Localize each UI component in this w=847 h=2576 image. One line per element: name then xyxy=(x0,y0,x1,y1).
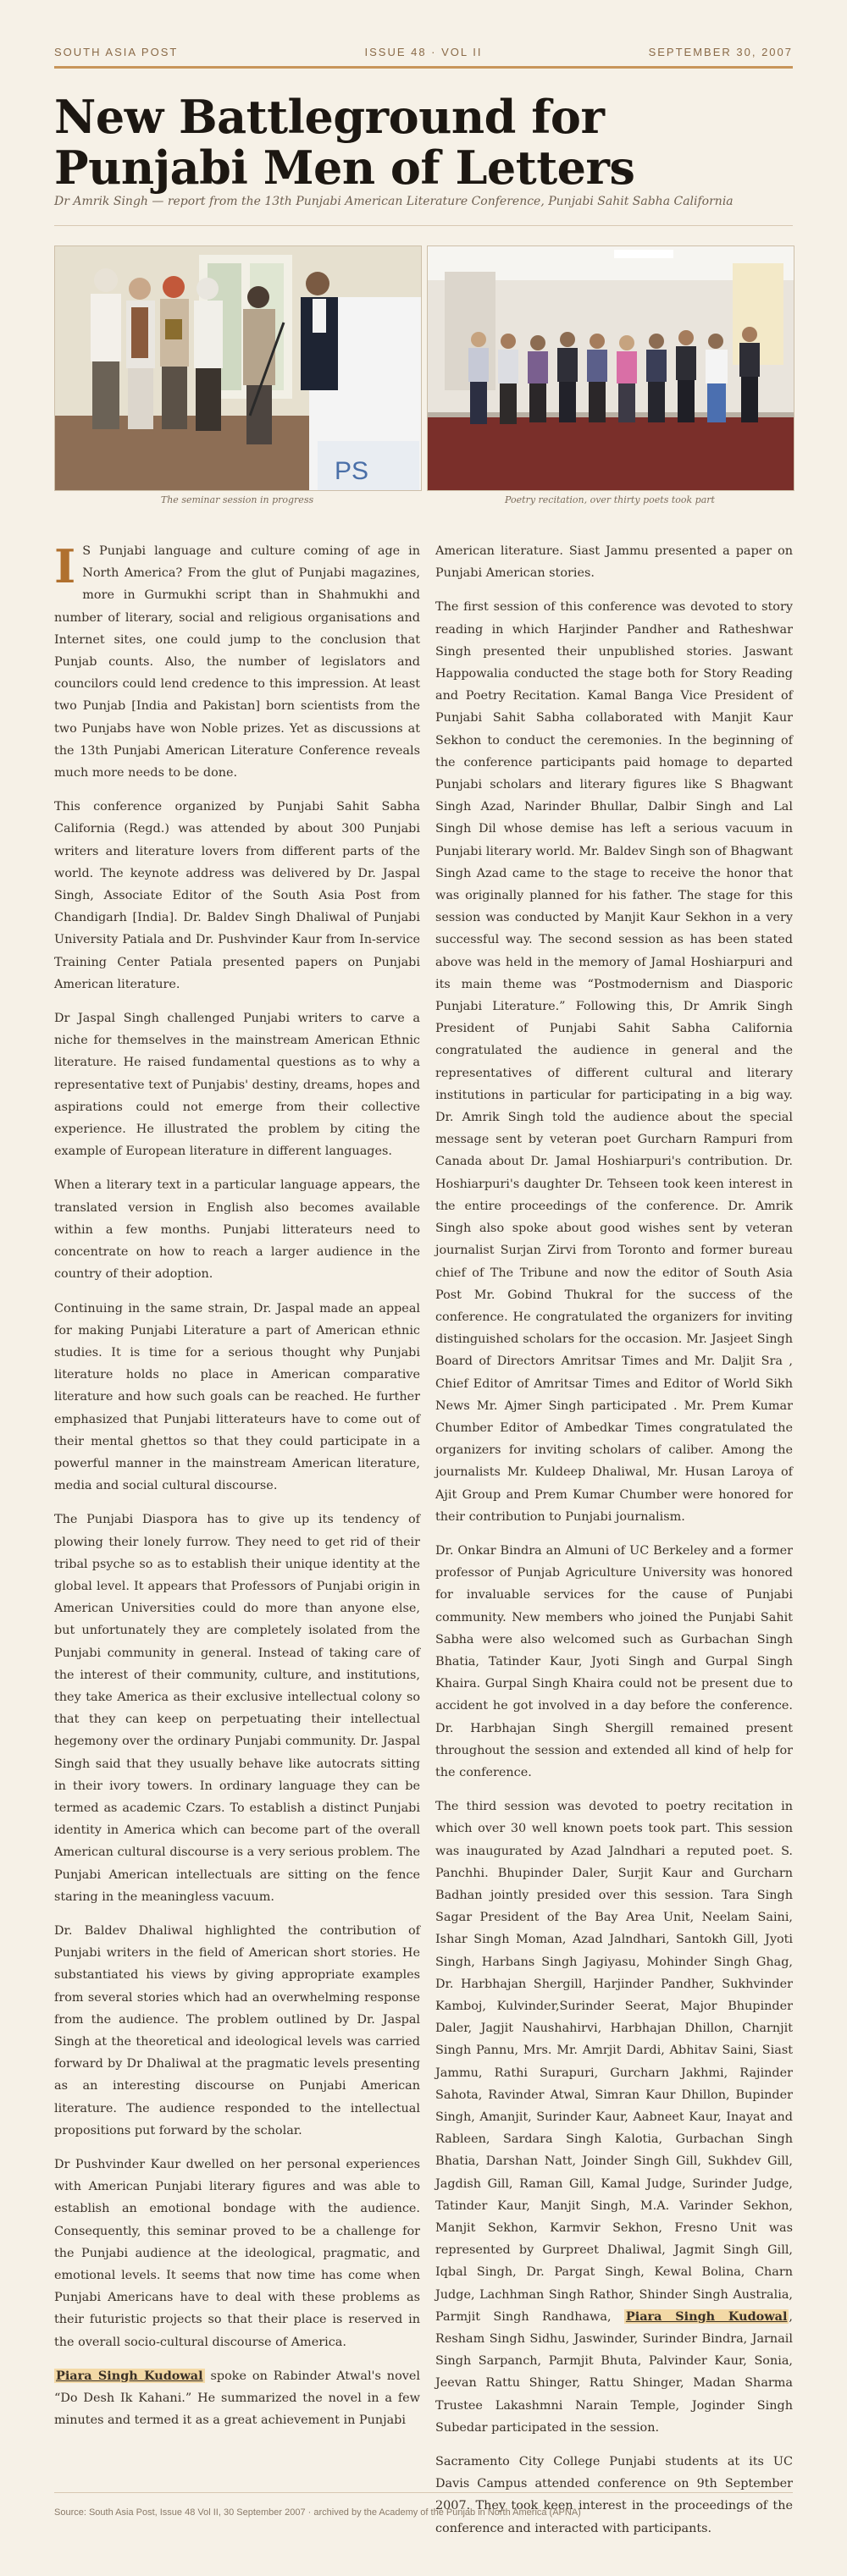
paragraph: Continuing in the same strain, Dr. Jaspal made an appeal for making Punjabi Literature a part of American ethnic studies. It is time for a serious thought why Punjabi literature holds no place in American comparative literature and how such goals can be reached. He further emphasized that Punjabi litterateurs have to come out of their mental ghettos so that they could participate in a powerful manner in the mainstream American literature, media and social cultural discourse. xyxy=(54,1301,420,1493)
masthead xyxy=(54,44,793,69)
highlighted-name: Piara Singh Kudowal xyxy=(625,2308,788,2324)
poetry-photo-caption: Poetry recitation, over thirty poets took part xyxy=(505,494,715,505)
poetry-photo-image xyxy=(428,246,794,490)
article-subtitle: Dr Amrik Singh — report from the 13th Punjabi American Literature Conference, Punjabi Sahit Sabha California xyxy=(54,195,734,208)
paragraph: Sacramento City College Punjabi students at its UC Davis Campus attended conference on 9th September 2007. They took keen interest in the proceedings of the conference and interacted with participants. xyxy=(435,2455,793,2535)
paragraph xyxy=(435,1795,793,2439)
article-column-left xyxy=(54,540,420,2443)
paragraph-text: The third session was devoted to poetry recitation in which over 30 well known poets took part. This session was inaugurated by Azad Jalndhari a reputed poet. S. Panchhi. Bhupinder Daler, Surjit Kaur and Gurcharn Badhan jointly presided over this session. Tara Singh Sagar President of the Bay Area Unit, Neelam Saini, Ishar Singh Moman, Azad Jalndhari, Santokh Gill, Jyoti Singh, Harbans Singh Jagiyasu, Mohinder Singh Ghag, Dr. Harbhajan Shergill, Harjinder Pandher, Sukhvinder Kamboj, Kulvinder,Surinder Seerat, Major Bhupinder Daler, Jagjit Naushahirvi, Harbhajan Dhillon, Charnjit Singh Pannu, Mrs. Mr. Amrjit Dardi, Abhitav Saini, Siast Jammu, Rathi Surapuri, Gurcharn Jakhmi, Rajinder Sahota, Ravinder Atwal, Simran Kaur Dhillon, Bupinder Singh, Amanjit, Surinder Kaur, Aabneet Kaur, Inayat and Rableen, Sardara Singh Kalotia, Gurbachan Singh Bhatia, Darshan Natt, Joinder Singh Gill, Sukhdev Gill, Jagdish Gill, Raman Gill, Kamal Judge, Surinder Judge, Tatinder Kaur, Manjit Singh, M.A. Varinder Sekhon, Manjit Sekhon, Karmvir Sekhon, Fresno Unit was represented by Gurpreet Dhaliwal, Jagmit Singh Gill, Iqbal Singh, Dr. Pargat Singh, Kewal Bolina, Charn Judge, Lachhman Singh Rathor, Shinder Singh Australia, Parmjit Singh Randhawa, xyxy=(435,1800,793,2324)
article-column-right xyxy=(435,540,793,2551)
seminar-photo-caption: The seminar session in progress xyxy=(160,494,314,505)
paragraph-text: , Resham Singh Sidhu, Jaswinder, Surinder Bindra, Jarnail Singh Sarpanch, Parmjit Bhuta, Palvinder Kaur, Sonia, Jeevan Rattu Shinger, Rattu Shinger, Madan Sharma Trustee Lakashmni Narain Temple, Joginder Singh Subedar participated in the session. xyxy=(435,2309,793,2435)
paragraph: Dr Pushvinder Kaur dwelled on her personal experiences with American Punjabi literary figures and was able to establish an emotional bondage with the audience. Consequently, this seminar proved to be a challenge for the Punjabi audience at the ideological, pragmatic, and emotional levels. It seems that now time has come when Punjabi Americans have to deal with these problems as their futuristic projects so that their place is reserved in the overall socio-cultural discourse of America. xyxy=(54,2158,420,2349)
source-footer: Source: South Asia Post, Issue 48 Vol II, 30 September 2007 · archived by the Academy of the Punjab in North America (APNA) xyxy=(54,2507,581,2518)
paragraph: The first session of this conference was devoted to story reading in which Harjinder Pandher and Ratheshwar Singh presented their unpublished stories. Jaswant Happowalia conducted the stage both for Story Reading and Poetry Recitation. Kamal Banga Vice President of Punjabi Sahit Sabha collaborated with Manjit Kaur Sekhon to conduct the ceremonies. In the beginning of the conference participants paid homage to departed Punjabi scholars and literary figures like S Bhagwant Singh Azad, Narinder Bhullar, Dalbir Singh and Lal Singh Dil whose demise has left a serious vacuum in Punjabi literary world. Mr. Baldev Singh son of Bhagwant Singh Azad came to the stage to receive the honor that was originally planned for his father. The stage for this session was conducted by Manjit Kaur Sekhon in a very successful way. The second session as has been stated above was held in the memory of Jamal Hoshiarpuri and its main theme was “Postmodernism and Diasporic Punjabi Literature.” Following this, Dr Amrik Singh President of Punjabi Sahit Sabha California congratulated the audience in general and the representatives of different cultural and literary institutions in particular for participating in a big way. Dr. Amrik Singh told the audience about the special message sent by veteran poet Gurcharn Rampuri from Canada about Dr. Jamal Hoshiarpuri's contribution. Dr. Hoshiarpuri's daughter Dr. Tehseen took keen interest in the entire proceedings of the conference. Dr. Amrik Singh also spoke about good wishes sent by veteran journalist Surjan Zirvi from Toronto and former bureau chief of The Tribune and now the editor of South Asia Post Mr. Gobind Thukral for the success of the conference. He congratulated the organizers for inviting distinguished scholars for the occasion. Mr. Jasjeet Singh Board of Directors Amritsar Times and Mr. Daljit Sra , Chief Editor of Amritsar Times and Editor of World Sikh News Mr. Ajmer Singh participated . Mr. Prem Kumar Chumber Editor of Ambedkar Times congratulated the organizers for inviting scholars of caliber. Among the journalists Mr. Kuldeep Dhaliwal, Mr. Husan Laroya of Ajit Group and Prem Kumar Chumber were honored for their contribution to Punjabi journalism. xyxy=(435,600,793,1524)
seminar-photo xyxy=(54,245,422,491)
paragraph: Dr. Onkar Bindra an Almuni of UC Berkeley and a former professor of Punjab Agriculture University was honored for invaluable services for the cause of Punjabi community. New members who joined the Punjabi Sahit Sabha were also welcomed such as Gurbachan Singh Bhatia, Tatinder Kaur, Jyoti Singh and Gurpal Singh Khaira. Gurpal Singh Khaira could not be present due to accident he got involved in a day before the conference. Dr. Harbhajan Singh Shergill remained present throughout the session and extended all kind of help for the conference. xyxy=(435,1543,793,1779)
paragraph-text: spoke on Rabinder Atwal's novel “Do Desh Ik Kahani.” He summarized the novel in a few minutes and termed it as a great achievement in Punjabi xyxy=(54,2369,420,2428)
paragraph xyxy=(54,2365,420,2432)
svg-text:PS: PS xyxy=(335,457,369,485)
paragraph: The Punjabi Diaspora has to give up its tendency of plowing their lonely furrow. They need to get rid of their tribal psyche so as to establish their unique identity at the global level. It appears that Professors of Punjabi origin in American Universities could do more than anyone else, but unfortunately they are completely isolated from the Punjabi community in general. Instead of taking care of the interest of their community, culture, and institutions, they take America as their exclusive intellectual colony so that they can keep on perpetuating their intellectual hegemony over the ordinary Punjabi community. Dr. Jaspal Singh said that they usually behave like autocrats sitting in their ivory towers. In ordinary language they can be termed as academic Czars. To establish a distinct Punjabi identity in America which can become part of the overall American cultural discourse is a very serious problem. The Punjabi American intellectuals are sitting on the fence staring in the meaningless vacuum. xyxy=(54,1513,420,1904)
paragraph: When a literary text in a particular language appears, the translated version in English also becomes available within a few months. Punjabi litterateurs need to concentrate on how to reach a larger audience in the country of their adoption. xyxy=(54,1178,420,1282)
seminar-photo-image xyxy=(55,246,421,490)
article-title: New Battleground for Punjabi Men of Letters xyxy=(54,90,635,195)
drop-cap: I xyxy=(54,539,76,593)
paragraph: American literature. Siast Jammu presented a paper on Punjabi American stories. xyxy=(435,544,793,581)
paragraph xyxy=(54,540,420,784)
highlighted-name: Piara Singh Kudowal xyxy=(56,2368,203,2383)
paragraph: Dr. Baldev Dhaliwal highlighted the contribution of Punjabi writers in the field of American short stories. He substantiated his views by giving appropriate examples from several stories which had an overwhelming response from the audience. The problem outlined by Dr. Jaspal Singh at the theoretical and ideological levels was carried forward by Dr Dhaliwal at the pragmatic levels presenting as an interesting discourse on Punjabi American literature. The audience responded to the intellectual propositions put forward by the scholar. xyxy=(54,1923,420,2137)
paragraph: Dr Jaspal Singh challenged Punjabi writers to carve a niche for themselves in the mainstream American Ethnic literature. He raised fundamental questions as to why a representative text of Punjabis' destiny, dreams, hopes and aspirations could not emerge from their collective experience. He illustrated the problem by citing the example of European literature in different languages. xyxy=(54,1012,420,1159)
issue-date: SEPTEMBER 30, 2007 xyxy=(648,46,793,58)
poetry-photo xyxy=(427,245,794,491)
publication-name: SOUTH ASIA POST xyxy=(54,46,179,58)
paragraph: This conference organized by Punjabi Sahit Sabha California (Regd.) was attended by about 300 Punjabi writers and literature lovers from different parts of the world. The keynote address was delivered by Dr. Jaspal Singh, Associate Editor of the South Asia Post from Chandigarh [India]. Dr. Baldev Singh Dhaliwal of Punjabi University Patiala and Dr. Pushvinder Kaur from In-service Training Center Patiala presented papers on Punjabi American literature. xyxy=(54,800,420,991)
paragraph-text: S Punjabi language and culture coming of age in North America? From the glut of Punjabi magazines, more in Gurmukhi script than in Shahmukhi and number of literary, social and religious organisations and Internet sites, one could jump to the conclusion that Punjab counts. Also, the number of legislators and councilors could lend credence to this impression. At least two Punjab [India and Pakistan] born scientists from the two Punjabs have won Noble prizes. Yet as discussions at the 13th Punjabi American Literature Conference reveals much more needs to be done. xyxy=(54,544,420,781)
issue-label: ISSUE 48 · VOL II xyxy=(364,46,483,58)
footer-divider xyxy=(54,2492,793,2493)
header-divider xyxy=(54,225,793,226)
